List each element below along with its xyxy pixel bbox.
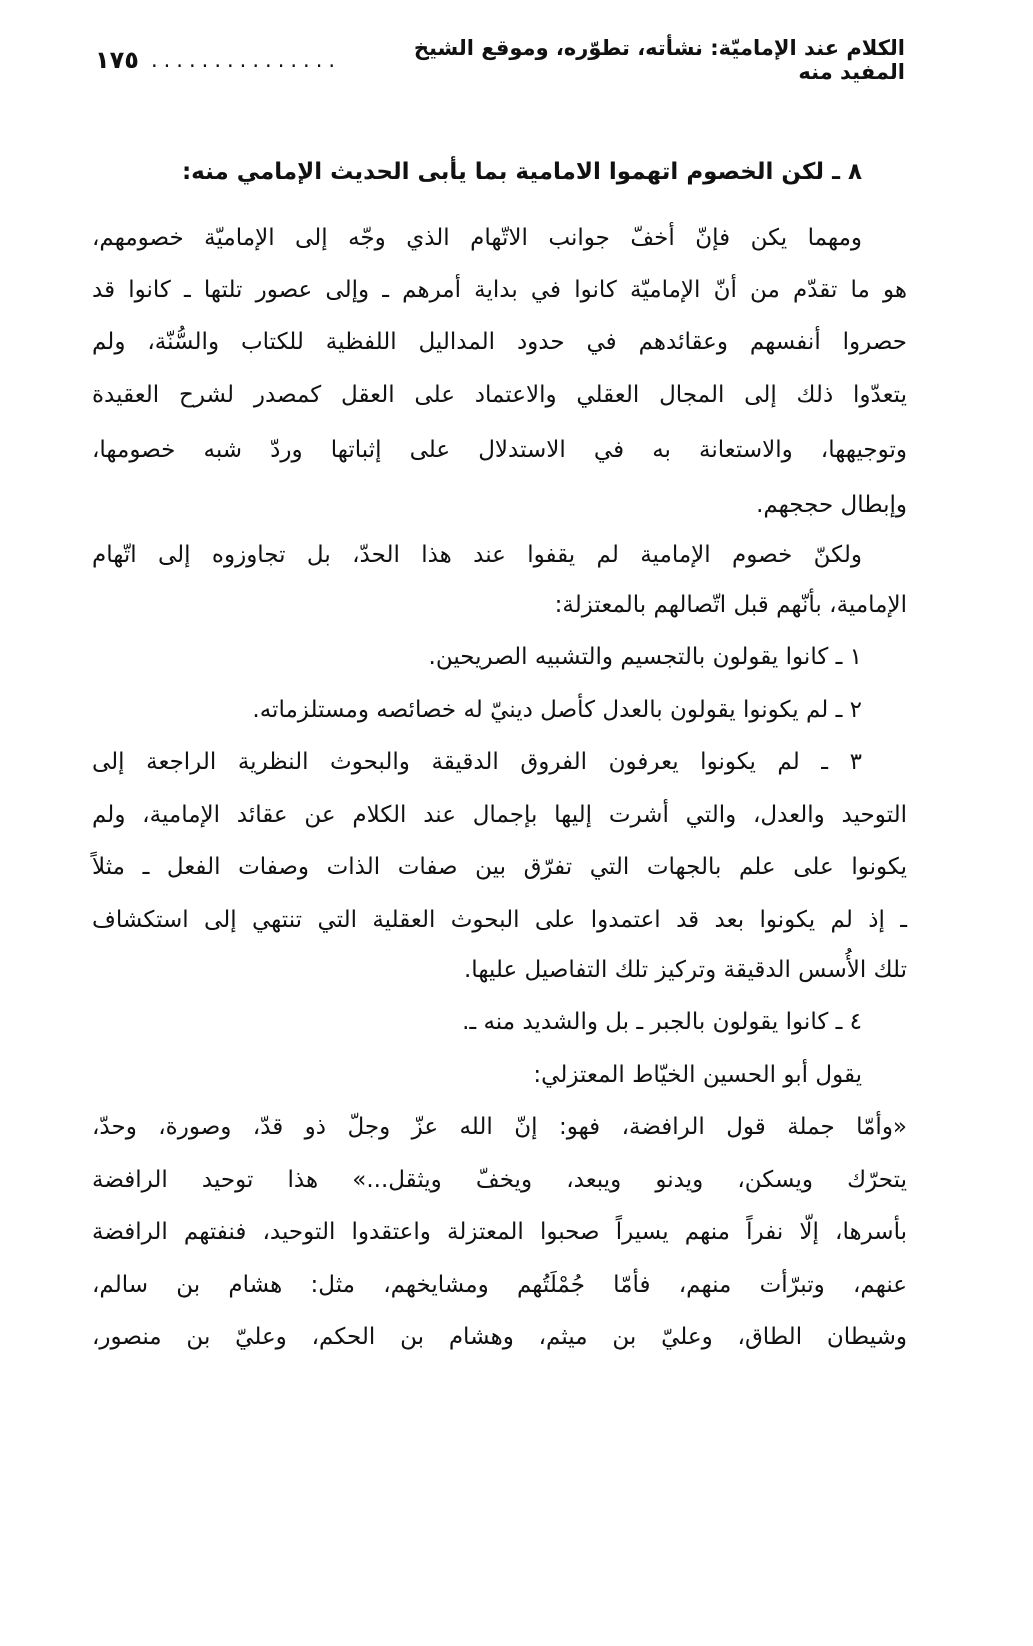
text-line: هو ما تقدّم من أنّ الإماميّة كانوا في بداية أمرهم ـ وإلى عصور تلتها ـ كانوا قد xyxy=(92,277,907,303)
text-line: الإمامية، بأنّهم قبل اتّصالهم بالمعتزلة: xyxy=(554,592,907,618)
text-line: التوحيد والعدل، والتي أشرت إليها بإجمال عند الكلام عن عقائد الإمامية، ولم xyxy=(92,802,907,828)
text-line: «وأمّا جملة قول الرافضة، فهو: إنّ الله عزّ وجلّ ذو قدّ، وصورة، وحدّ، xyxy=(92,1114,907,1140)
text-line: يكونوا على علم بالجهات التي تفرّق بين صفات الذات وصفات الفعل ـ مثلاً xyxy=(92,854,907,880)
text-line: ـ إذ لم يكونوا بعد قد اعتمدوا على البحوث العقلية التي تنتهي إلى استكشاف xyxy=(92,907,907,933)
leader-dots: ............... xyxy=(150,48,342,72)
text-line: ١ ـ كانوا يقولون بالتجسيم والتشبيه الصريحين. xyxy=(428,644,862,670)
text-line: بأسرها، إلّا نفراً منهم يسيراً صحبوا المعتزلة واعتقدوا التوحيد، فنفتهم الرافضة xyxy=(92,1219,907,1245)
text-line: ولكنّ خصوم الإمامية لم يقفوا عند هذا الحدّ، بل تجاوزوه إلى اتّهام xyxy=(92,542,862,568)
text-line: وشيطان الطاق، وعليّ بن ميثم، وهشام بن الحكم، وعليّ بن منصور، xyxy=(92,1324,907,1350)
text-line: ٣ ـ لم يكونوا يعرفون الفروق الدقيقة والبحوث النظرية الراجعة إلى xyxy=(92,749,862,775)
text-line: يقول أبو الحسين الخيّاط المعتزلي: xyxy=(533,1062,862,1088)
text-line: وإبطال حججهم. xyxy=(756,492,907,518)
text-line: ٢ ـ لم يكونوا يقولون بالعدل كأصل دينيّ له خصائصه ومستلزماته. xyxy=(252,697,862,723)
running-title: الكلام عند الإماميّة: نشأته، تطوّره، وموقع الشيخ المفيد منه xyxy=(413,36,905,84)
text-line: يتعدّوا ذلك إلى المجال العقلي والاعتماد على العقل كمصدر لشرح العقيدة xyxy=(92,382,907,408)
text-line: عنهم، وتبرّأت منهم، فأمّا جُمْلَتُهم ومشايخهم، مثل: هشام بن سالم، xyxy=(92,1272,907,1298)
section-heading: ٨ ـ لكن الخصوم اتهموا الامامية بما يأبى الحديث الإمامي منه: xyxy=(181,159,862,185)
text-line: يتحرّك ويسكن، ويدنو ويبعد، ويخفّ ويثقل...» هذا توحيد الرافضة xyxy=(92,1167,907,1193)
text-line: ٤ ـ كانوا يقولون بالجبر ـ بل والشديد منه ـ. xyxy=(462,1009,862,1035)
text-line: وتوجيهها، والاستعانة به في الاستدلال على إثباتها وردّ شبه خصومها، xyxy=(92,437,907,463)
text-line: تلك الأُسس الدقيقة وتركيز تلك التفاصيل عليها. xyxy=(464,957,907,983)
running-header xyxy=(95,36,905,84)
text-line: حصروا أنفسهم وعقائدهم في حدود المداليل اللفظية للكتاب والسُّنّة، ولم xyxy=(92,329,907,355)
page-number: ١٧٥ xyxy=(95,46,139,74)
text-line: ومهما يكن فإنّ أخفّ جوانب الاتّهام الذي وجّه إلى الإماميّة خصومهم، xyxy=(92,225,862,251)
